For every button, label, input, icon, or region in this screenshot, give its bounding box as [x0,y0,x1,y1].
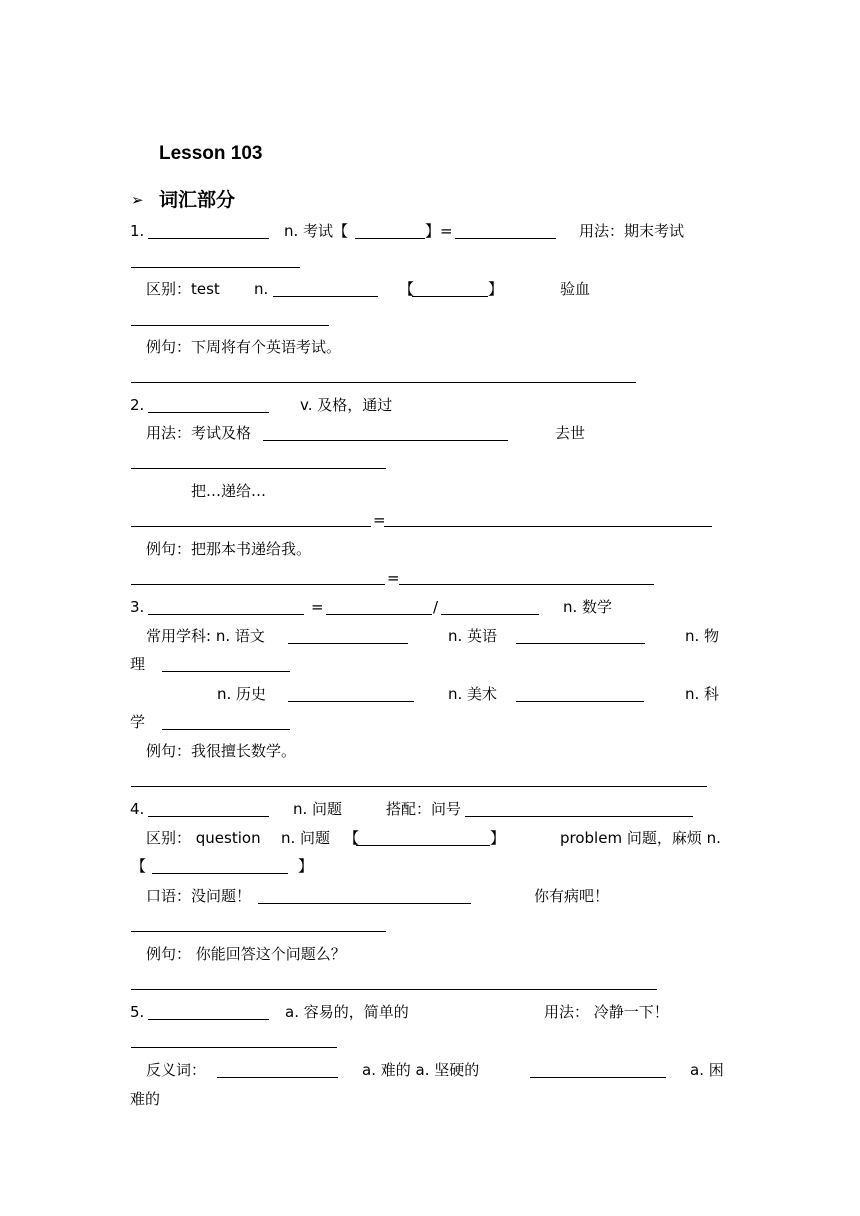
item-4-diff: 区别： question [146,829,261,847]
item-5-difficult-a: a. 困 [690,1061,724,1079]
item-1-blood: 验血 [560,280,591,298]
item-2-blank-example-b[interactable] [399,584,654,585]
item-4-blank-sick[interactable] [131,931,386,932]
item-4-blank-match[interactable] [465,816,693,817]
item-2-example: 例句：把那本书递给我。 [146,540,312,558]
item-2-blank-pass-b[interactable] [384,526,712,527]
item-4-number: 4. [130,800,145,818]
item-4-n: n. 问题 [281,829,331,847]
item-3-blank-word[interactable] [148,614,304,615]
item-1-example: 例句：下周将有个英语考试。 [146,338,342,356]
item-3-blank-science[interactable] [162,729,290,730]
item-2-usage: 用法：考试及格 [146,424,252,442]
item-3-blank-chinese[interactable] [288,643,408,644]
item-4-lbracket-2: 【 [131,857,147,875]
item-2-blank-pass-a[interactable] [131,526,371,527]
item-1-blank-bracket[interactable] [355,238,425,239]
item-4-rbracket: 】 [490,829,506,847]
item-5-blank-word[interactable] [148,1019,269,1020]
item-3-blank-full[interactable] [326,614,432,615]
item-3-example: 例句：我很擅长数学。 [146,742,297,760]
item-1-usage: 用法：期末考试 [579,222,685,240]
item-5-blank-hard[interactable] [217,1077,338,1078]
item-2-blank-word[interactable] [148,412,269,413]
item-3-art: n. 美术 [448,685,498,703]
item-4-blank-example[interactable] [131,989,657,990]
item-2-die: 去世 [555,424,586,442]
item-3-subjects: 常用学科: n. 语文 [146,627,265,645]
item-4-blank-question[interactable] [356,845,490,846]
item-4-rbracket-2: 】 [298,857,314,875]
item-4-sick: 你有病吧！ [534,887,610,905]
item-3-blank-short[interactable] [441,614,539,615]
item-3-blank-history[interactable] [288,701,414,702]
item-3-pos: n. 数学 [563,598,613,616]
item-4-blank-word[interactable] [148,816,269,817]
item-1-blank-usage[interactable] [131,267,300,268]
item-5-difficult-b: 难的 [130,1090,161,1108]
item-4-blank-problem[interactable] [152,873,288,874]
item-3-number: 3. [130,598,145,616]
item-2-pass: 把…递给… [191,482,267,500]
item-2-blank-usage[interactable] [263,440,508,441]
item-1-rbracket: 】 [488,280,504,298]
item-4-blank-oral[interactable] [258,903,471,904]
item-1-diff: 区别：test [146,280,220,298]
item-2-eq2: = [387,569,400,587]
item-4-pos: n. 问题 [293,800,343,818]
item-2-eq: = [373,511,386,529]
item-1-blank-test-bracket[interactable] [412,296,488,297]
item-3-history: n. 历史 [217,685,267,703]
item-1-blank-blood[interactable] [131,325,329,326]
item-2-blank-example-a[interactable] [131,584,385,585]
item-1-blank-example[interactable] [131,382,636,383]
item-2-blank-die[interactable] [131,468,386,469]
item-5-number: 5. [130,1003,145,1021]
item-2-number: 2. [130,396,145,414]
item-3-science-a: n. 科 [685,685,720,703]
item-5-blank-difficult[interactable] [530,1077,666,1078]
item-5-hard: a. 难的 a. 坚硬的 [362,1061,480,1079]
section-marker-icon: ➢ [131,191,144,209]
item-3-blank-english[interactable] [516,643,645,644]
item-4-example: 例句： 你能回答这个问题么？ [146,945,346,963]
item-1-n: n. [254,280,269,298]
item-1-pos: n. 考试【 [284,222,349,240]
item-1-blank-word[interactable] [148,238,269,239]
item-3-english: n. 英语 [448,627,498,645]
item-3-physics-b: 理 [130,655,146,673]
item-4-problem: problem 问题，麻烦 n. [560,829,721,847]
item-4-oral: 口语：没问题！ [146,887,252,905]
item-3-eq: = [311,598,324,616]
item-3-blank-art[interactable] [516,701,644,702]
item-4-lbracket: 【 [344,829,360,847]
item-3-blank-example[interactable] [131,786,707,787]
item-1-blank-synonym[interactable] [455,238,556,239]
item-1-lbracket: 【 [399,280,415,298]
item-5-anto: 反义词： [146,1061,207,1079]
item-3-blank-physics[interactable] [162,671,290,672]
item-1-blank-test[interactable] [273,296,378,297]
item-3-science-b: 学 [130,713,146,731]
section-heading: 词汇部分 [159,189,236,211]
item-1-close: 】= [425,222,453,240]
item-5-usage: 用法： 冷静一下！ [544,1003,669,1021]
lesson-title: Lesson 103 [159,143,263,164]
item-3-slash: / [433,598,439,616]
item-5-blank-usage[interactable] [131,1047,337,1048]
item-3-physics-a: n. 物 [685,627,720,645]
item-2-pos: v. 及格，通过 [300,396,393,414]
item-5-pos: a. 容易的，简单的 [285,1003,409,1021]
item-1-number: 1. [130,222,145,240]
item-4-match: 搭配：问号 [386,800,462,818]
